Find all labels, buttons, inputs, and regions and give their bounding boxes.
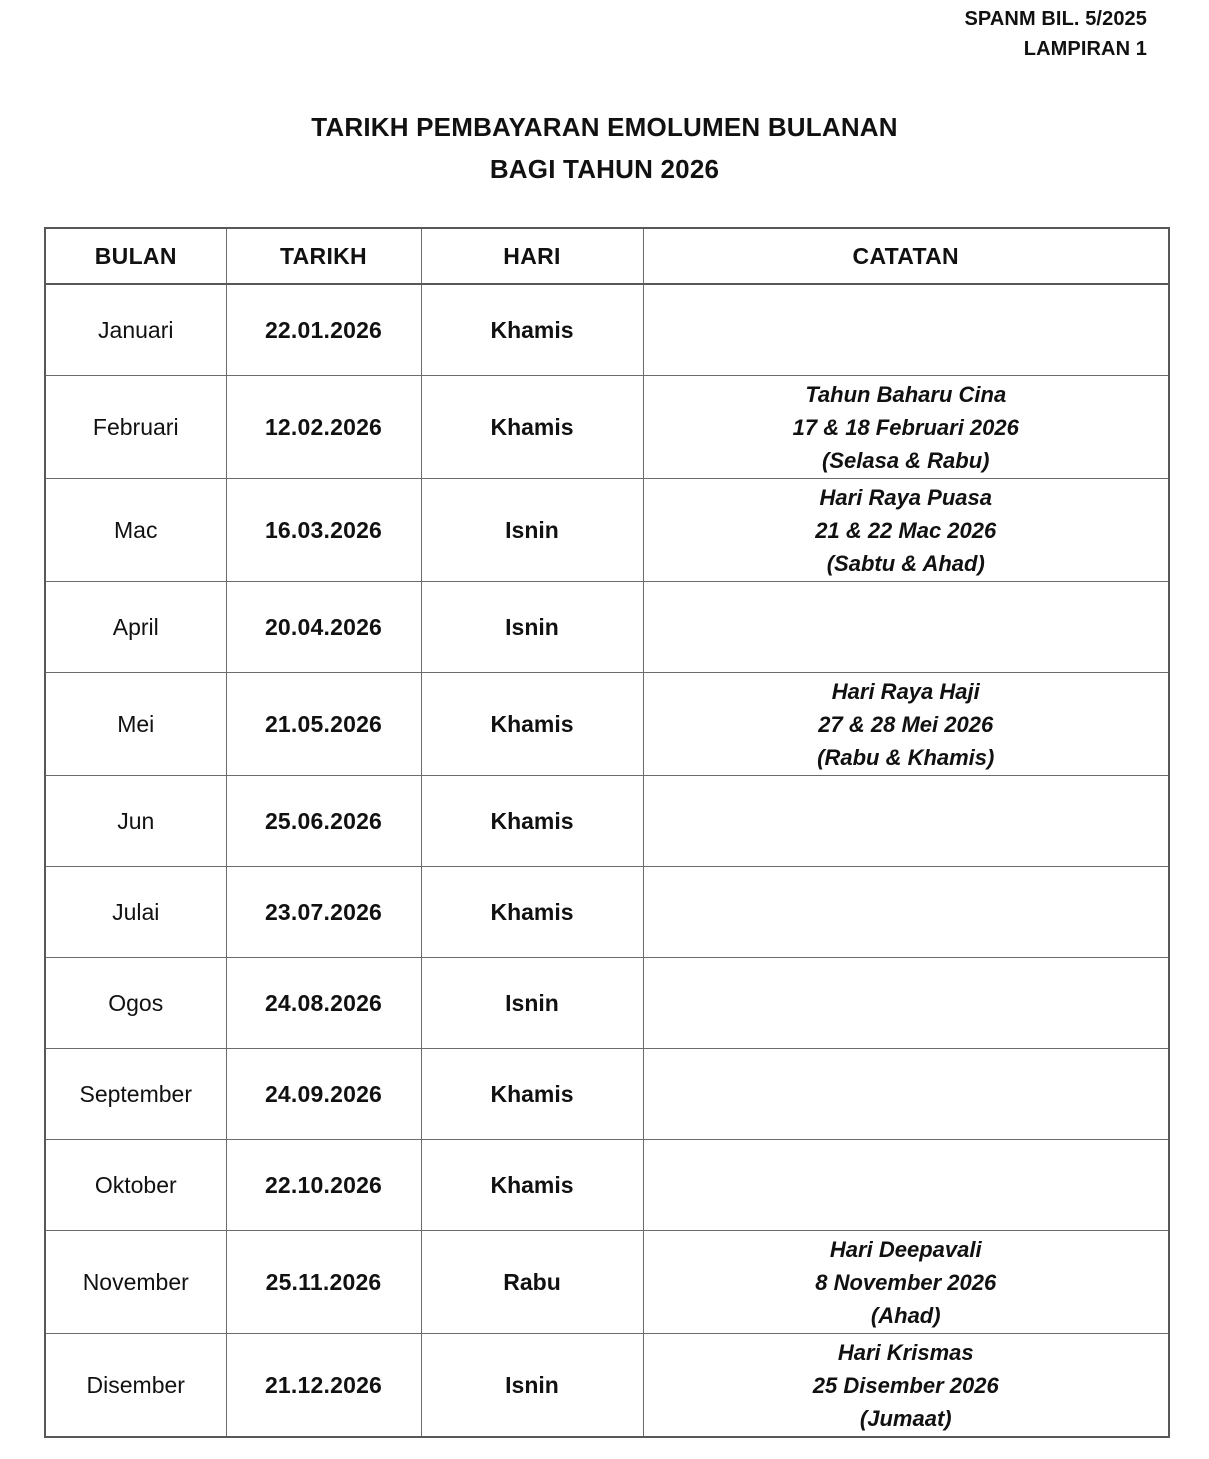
cell-hari: Khamis — [421, 284, 643, 376]
cell-catatan — [643, 1140, 1169, 1231]
cell-bulan: Mei — [45, 673, 226, 776]
table-row — [45, 958, 1169, 1049]
cell-tarikh: 24.09.2026 — [226, 1049, 421, 1140]
cell-hari: Khamis — [421, 1140, 643, 1231]
table-row — [45, 284, 1169, 376]
table-header — [45, 228, 1169, 284]
table-row — [45, 673, 1169, 776]
table-row — [45, 376, 1169, 479]
cell-tarikh: 25.06.2026 — [226, 776, 421, 867]
cell-catatan — [643, 376, 1169, 479]
table-row — [45, 1140, 1169, 1231]
cell-hari: Khamis — [421, 867, 643, 958]
table-row — [45, 1334, 1169, 1438]
cell-bulan: Oktober — [45, 1140, 226, 1231]
table-row — [45, 479, 1169, 582]
cell-bulan: Februari — [45, 376, 226, 479]
cell-tarikh: 16.03.2026 — [226, 479, 421, 582]
table-row — [45, 776, 1169, 867]
cell-hari: Isnin — [421, 582, 643, 673]
table-row — [45, 1049, 1169, 1140]
cell-catatan — [643, 1231, 1169, 1334]
cell-hari: Isnin — [421, 958, 643, 1049]
catatan-line: Hari Deepavali — [829, 1236, 982, 1262]
payment-schedule-table — [44, 227, 1170, 1438]
cell-bulan: Jun — [45, 776, 226, 867]
cell-bulan: Disember — [45, 1334, 226, 1438]
cell-tarikh: 12.02.2026 — [226, 376, 421, 479]
catatan-line: 17 & 18 Februari 2026 — [792, 414, 1019, 440]
cell-catatan — [643, 867, 1169, 958]
cell-hari: Khamis — [421, 776, 643, 867]
cell-catatan — [643, 673, 1169, 776]
cell-hari: Khamis — [421, 673, 643, 776]
cell-bulan: Mac — [45, 479, 226, 582]
cell-bulan: September — [45, 1049, 226, 1140]
column-header-catatan: CATATAN — [643, 228, 1169, 284]
catatan-line: (Rabu & Khamis) — [817, 744, 995, 770]
catatan-line: Hari Krismas — [837, 1339, 974, 1365]
cell-catatan — [643, 1049, 1169, 1140]
cell-catatan — [643, 582, 1169, 673]
catatan-line: (Jumaat) — [859, 1405, 952, 1431]
catatan-line: (Sabtu & Ahad) — [826, 550, 985, 576]
catatan-line: Tahun Baharu Cina — [805, 381, 1007, 407]
cell-bulan: Januari — [45, 284, 226, 376]
cell-catatan — [643, 776, 1169, 867]
document-reference-line-2: LAMPIRAN 1 — [1023, 38, 1147, 60]
page-title-line-1: TARIKH PEMBAYARAN EMOLUMEN BULANAN — [311, 112, 898, 142]
catatan-line: Hari Raya Puasa — [819, 484, 992, 510]
page-title — [0, 106, 1209, 190]
catatan-line: 27 & 28 Mei 2026 — [818, 711, 994, 737]
table-row — [45, 867, 1169, 958]
cell-hari: Rabu — [421, 1231, 643, 1334]
cell-hari: Khamis — [421, 1049, 643, 1140]
cell-bulan: Ogos — [45, 958, 226, 1049]
cell-tarikh: 21.05.2026 — [226, 673, 421, 776]
cell-catatan — [643, 479, 1169, 582]
cell-catatan — [643, 284, 1169, 376]
cell-tarikh: 21.12.2026 — [226, 1334, 421, 1438]
table-row — [45, 1231, 1169, 1334]
catatan-line: (Selasa & Rabu) — [822, 447, 990, 473]
cell-hari: Isnin — [421, 479, 643, 582]
cell-tarikh: 20.04.2026 — [226, 582, 421, 673]
cell-catatan — [643, 1334, 1169, 1438]
cell-hari: Khamis — [421, 376, 643, 479]
cell-hari: Isnin — [421, 1334, 643, 1438]
column-header-tarikh: TARIKH — [226, 228, 421, 284]
catatan-line: 21 & 22 Mac 2026 — [815, 517, 997, 543]
cell-tarikh: 22.10.2026 — [226, 1140, 421, 1231]
column-header-hari: HARI — [421, 228, 643, 284]
catatan-line: Hari Raya Haji — [831, 678, 980, 704]
catatan-line: 8 November 2026 — [815, 1269, 997, 1295]
document-reference-line-1: SPANM BIL. 5/2025 — [964, 8, 1147, 30]
cell-tarikh: 25.11.2026 — [226, 1231, 421, 1334]
table-row — [45, 582, 1169, 673]
catatan-line: 25 Disember 2026 — [812, 1372, 999, 1398]
cell-tarikh: 23.07.2026 — [226, 867, 421, 958]
cell-bulan: Julai — [45, 867, 226, 958]
cell-tarikh: 24.08.2026 — [226, 958, 421, 1049]
document-reference-block — [964, 4, 1147, 64]
table-header-row — [45, 228, 1169, 284]
cell-tarikh: 22.01.2026 — [226, 284, 421, 376]
catatan-line: (Ahad) — [870, 1302, 941, 1328]
cell-bulan: November — [45, 1231, 226, 1334]
cell-catatan — [643, 958, 1169, 1049]
payment-schedule-table-container — [44, 227, 1168, 1438]
cell-bulan: April — [45, 582, 226, 673]
column-header-bulan: BULAN — [45, 228, 226, 284]
table-body — [45, 284, 1169, 1437]
page-title-line-2: BAGI TAHUN 2026 — [489, 154, 720, 184]
